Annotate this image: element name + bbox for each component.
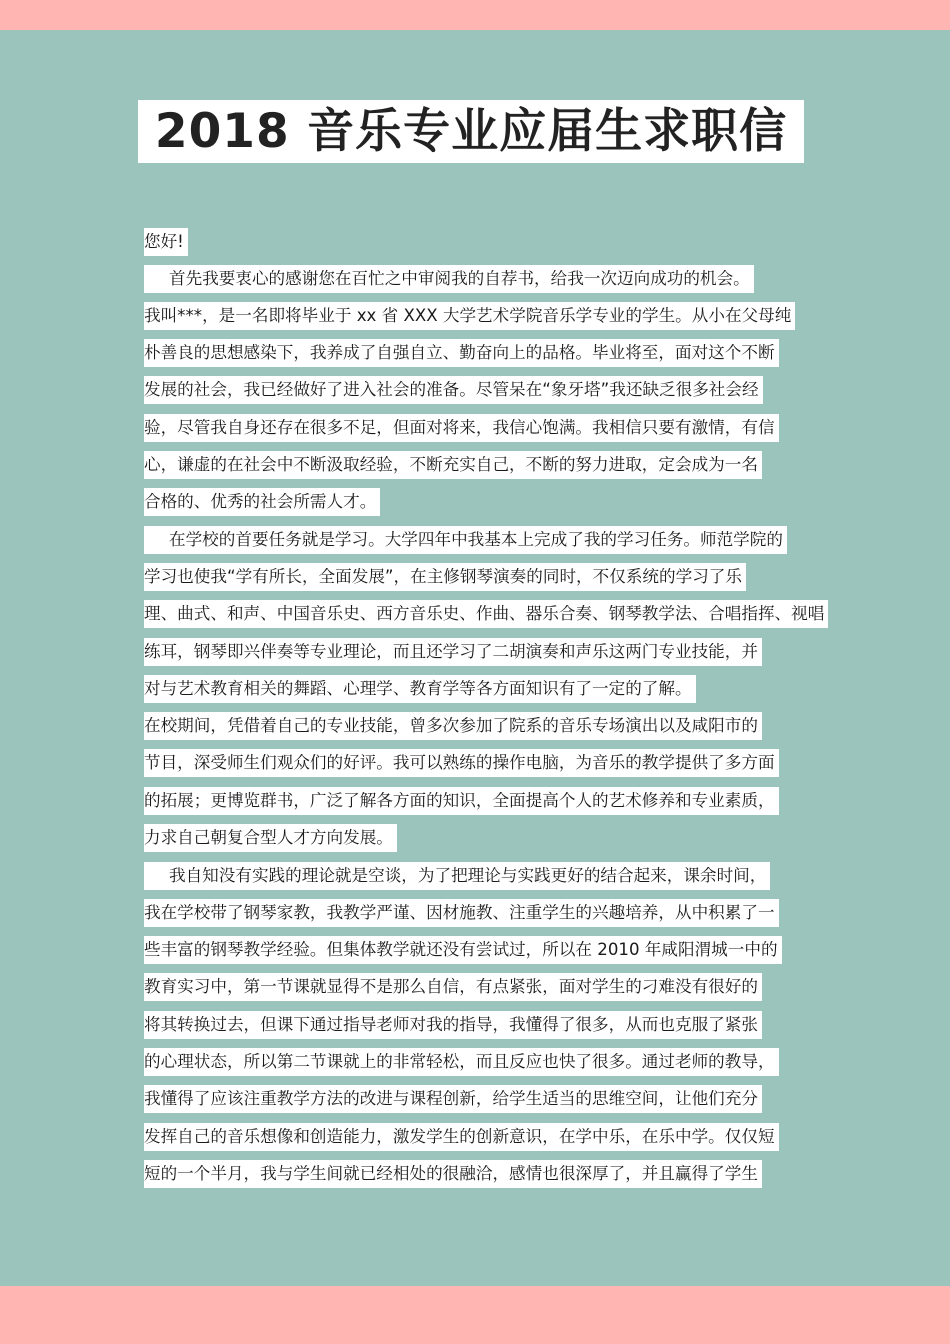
body-line: 您好! [144,228,188,256]
body-line: 教育实习中，第一节课就显得不是那么自信，有点紧张，面对学生的刁难没有很好的 [144,973,762,1001]
body-line: 短的一个半月，我与学生间就已经相处的很融洽，感情也很深厚了，并且赢得了学生 [144,1160,762,1188]
body-line: 学习也使我“学有所长，全面发展”，在主修钢琴演奏的同时，不仅系统的学习了乐 [144,563,746,591]
top-band [0,0,950,30]
bottom-band [0,1286,950,1344]
body-line: 的拓展；更博览群书，广泛了解各方面的知识，全面提高个人的艺术修养和专业素质， [144,787,779,815]
body-line: 发挥自己的音乐想像和创造能力，激发学生的创新意识，在学中乐，在乐中学。仅仅短 [144,1123,779,1151]
body-line: 发展的社会，我已经做好了进入社会的准备。尽管呆在“象牙塔”我还缺乏很多社会经 [144,376,763,404]
body-line: 合格的、优秀的社会所需人才。 [144,488,380,516]
body-line: 对与艺术教育相关的舞蹈、心理学、教育学等各方面知识有了一定的了解。 [144,675,696,703]
body-line: 首先我要衷心的感谢您在百忙之中审阅我的自荐书，给我一次迈向成功的机会。 [144,265,754,293]
body-line: 我懂得了应该注重教学方法的改进与课程创新，给学生适当的思维空间，让他们充分 [144,1085,762,1113]
body-line: 些丰富的钢琴教学经验。但集体教学就还没有尝试过，所以在 2010 年咸阳渭城一中的 [144,936,782,964]
body-line: 的心理状态，所以第二节课就上的非常轻松，而且反应也快了很多。通过老师的教导， [144,1048,779,1076]
body-line: 我叫***，是一名即将毕业于 xx 省 XXX 大学艺术学院音乐学专业的学生。从小在父母纯 [144,302,795,330]
body-line: 将其转换过去，但课下通过指导老师对我的指导，我懂得了很多，从而也克服了紧张 [144,1011,762,1039]
body-line: 朴善良的思想感染下，我养成了自强自立、勤奋向上的品格。毕业将至，面对这个不断 [144,339,779,367]
body-line: 心，谦虚的在社会中不断汲取经验，不断充实自己，不断的努力进取，定会成为一名 [144,451,762,479]
body-line: 节目，深受师生们观众们的好评。我可以熟练的操作电脑，为音乐的教学提供了多方面 [144,749,779,777]
body-line: 在校期间，凭借着自己的专业技能，曾多次参加了院系的音乐专场演出以及咸阳市的 [144,712,762,740]
body-line: 练耳，钢琴即兴伴奏等专业理论，而且还学习了二胡演奏和声乐这两门专业技能，并 [144,638,762,666]
body-line: 理、曲式、和声、中国音乐史、西方音乐史、作曲、器乐合奏、钢琴教学法、合唱指挥、视唱 [144,600,828,628]
body-line: 验，尽管我自身还存在很多不足，但面对将来，我信心饱满。我相信只要有激情，有信 [144,414,779,442]
body-line: 我在学校带了钢琴家教，我教学严谨、因材施教、注重学生的兴趣培养，从中积累了一 [144,899,779,927]
body-line: 力求自己朝复合型人才方向发展。 [144,824,397,852]
body-line: 我自知没有实践的理论就是空谈，为了把理论与实践更好的结合起来，课余时间， [144,862,770,890]
document-title: 2018 音乐专业应届生求职信 [138,100,804,163]
body-line: 在学校的首要任务就是学习。大学四年中我基本上完成了我的学习任务。师范学院的 [144,526,787,554]
